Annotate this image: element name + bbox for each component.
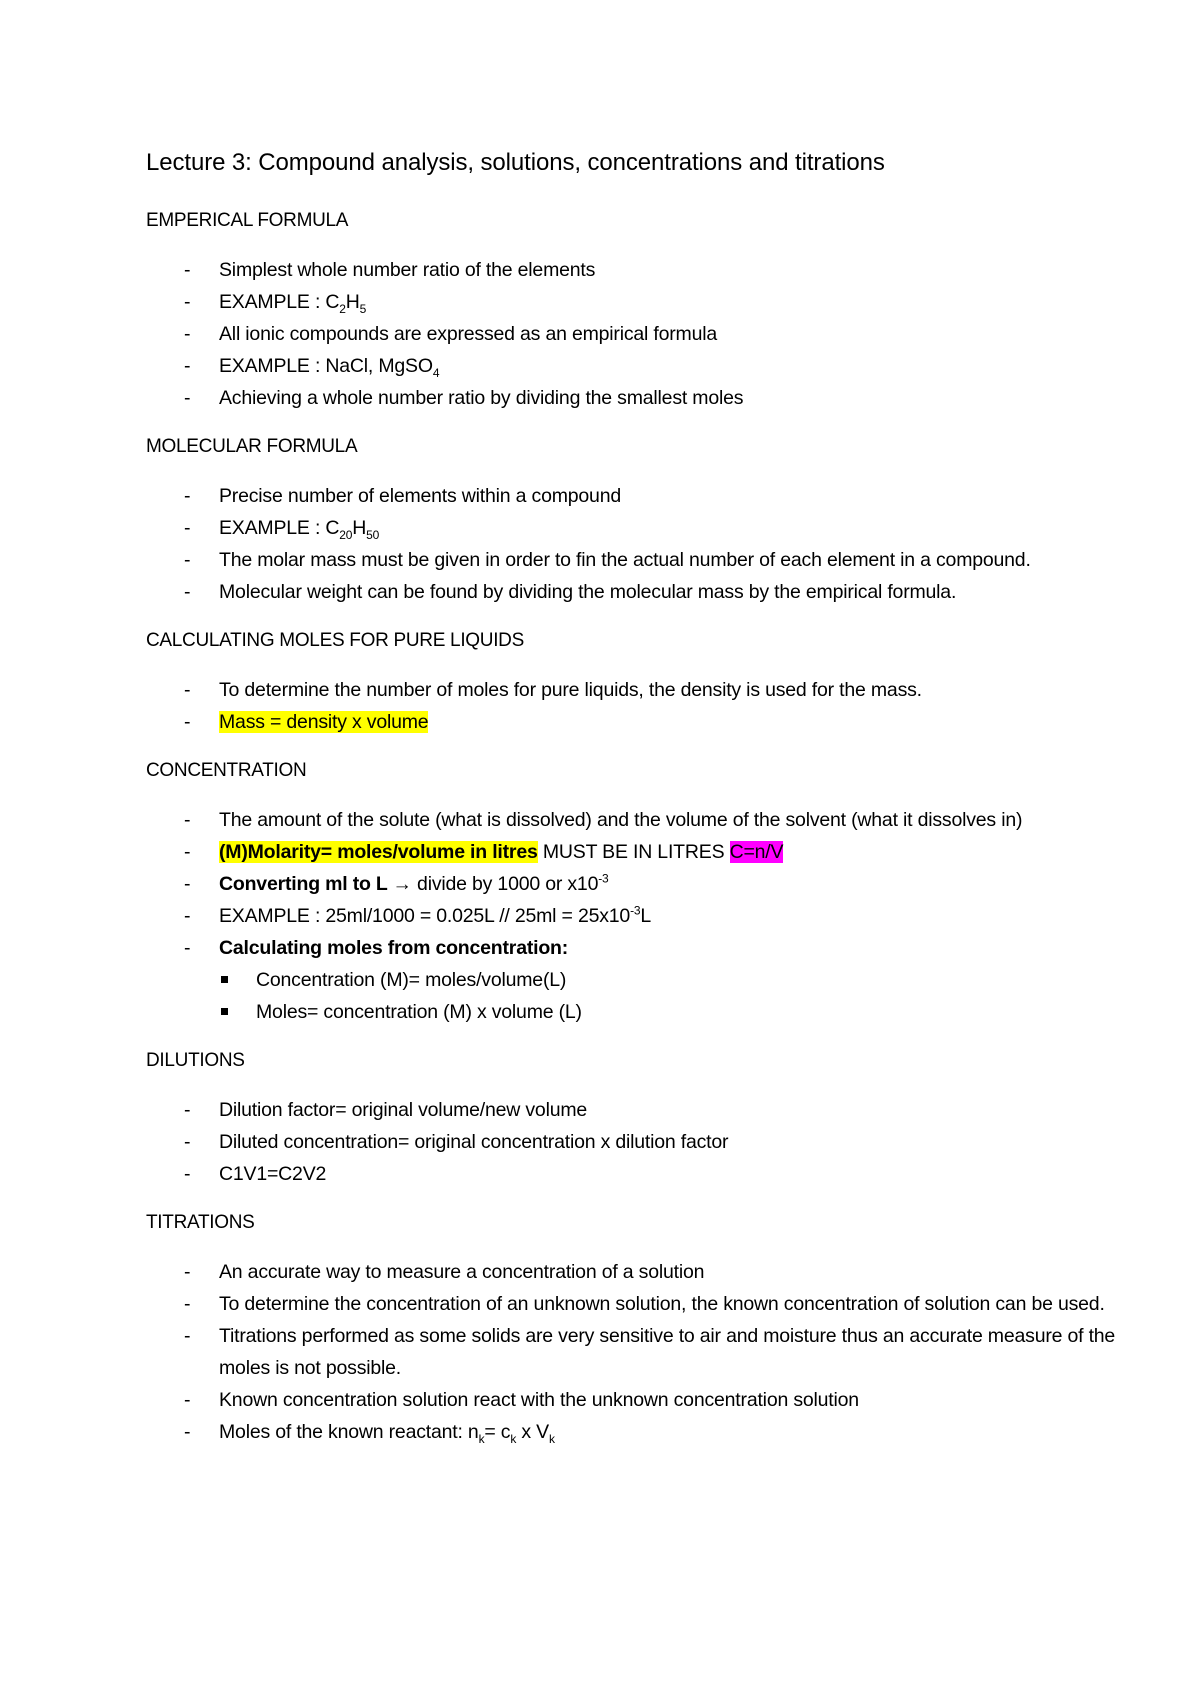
list-item: - The molar mass must be given in order to fin the actual number of each element in a compound. — [146, 544, 1120, 576]
sub-bullet-list — [146, 964, 1120, 1028]
list-item: - Calculating moles from concentration: — [146, 932, 1120, 964]
section-heading: CALCULATING MOLES FOR PURE LIQUIDS — [146, 630, 524, 651]
list-item — [146, 706, 1120, 738]
section-empirical-formula — [146, 208, 1120, 414]
dash-bullet: - — [184, 1099, 191, 1121]
dash-bullet: - — [184, 711, 191, 733]
section-heading: MOLECULAR FORMULA — [146, 436, 358, 457]
list-item: - Dilution factor= original volume/new volume — [146, 1094, 1120, 1126]
list-item: - Diluted concentration= original concentration x dilution factor — [146, 1126, 1120, 1158]
dash-bullet: - — [184, 937, 191, 959]
section-pure-liquids — [146, 628, 1120, 738]
bullet-list — [146, 804, 1120, 964]
sub-list-item: Moles= concentration (M) x volume (L) — [146, 996, 1120, 1028]
bullet-list — [146, 674, 1120, 738]
dash-bullet: - — [184, 1163, 191, 1185]
square-bullet-icon — [221, 976, 228, 983]
dash-bullet: - — [184, 259, 191, 281]
list-item: - EXAMPLE : $C_{20}H_{50}$ — [146, 512, 1120, 544]
dash-bullet: - — [184, 679, 191, 701]
list-item: - C1V1=C2V2 — [146, 1158, 1120, 1190]
dash-bullet: - — [184, 873, 191, 895]
section-heading: CONCENTRATION — [146, 760, 307, 781]
dash-bullet: - — [184, 581, 191, 603]
list-item: - Molecular weight can be found by dividing the molecular mass by the empirical formula. — [146, 576, 1120, 608]
bullet-list — [146, 1256, 1120, 1448]
dash-bullet: - — [184, 291, 191, 313]
list-item: - EXAMPLE : $25ml/1000 = 0.025L // 25ml = 25x10^{-3}L$ — [146, 900, 1120, 932]
dash-bullet: - — [184, 1421, 191, 1443]
list-item: - All ionic compounds are expressed as an empirical formula — [146, 318, 1120, 350]
dash-bullet: - — [184, 1131, 191, 1153]
list-item: - Known concentration solution react with the unknown concentration solution — [146, 1384, 1120, 1416]
molarity-definition: (M)Molarity= moles/volume in litres — [219, 841, 538, 863]
list-item: - EXAMPLE : NaCl, MgSO$_4$ — [146, 350, 1120, 382]
dash-bullet: - — [184, 905, 191, 927]
dash-bullet: - — [184, 1389, 191, 1411]
dash-bullet: - — [184, 1261, 191, 1283]
page-title: Lecture 3: Compound analysis, solutions, concentrations and titrations — [146, 149, 885, 176]
list-item: - Titrations performed as some solids are very sensitive to air and moisture thus an accurate measure of the moles is not possible. — [146, 1320, 1120, 1384]
molarity-formula: C=n/V — [729, 841, 784, 863]
section-titrations — [146, 1210, 1120, 1448]
list-item: - To determine the concentration of an unknown solution, the known concentration of solution can be used. — [146, 1288, 1120, 1320]
list-item: - EXAMPLE : $C_2H_5$ — [146, 286, 1120, 318]
bullet-list — [146, 1094, 1120, 1190]
section-molecular-formula — [146, 434, 1120, 608]
section-concentration — [146, 758, 1120, 1028]
dash-bullet: - — [184, 355, 191, 377]
dash-bullet: - — [184, 323, 191, 345]
list-item: - Precise number of elements within a compound — [146, 480, 1120, 512]
dash-bullet: - — [184, 1293, 191, 1315]
bullet-list — [146, 254, 1120, 414]
list-item: - The amount of the solute (what is dissolved) and the volume of the solvent (what it dissolves in) — [146, 804, 1120, 836]
section-heading: TITRATIONS — [146, 1212, 255, 1233]
dash-bullet: - — [184, 1325, 191, 1347]
dash-bullet: - — [184, 387, 191, 409]
dash-bullet: - — [184, 809, 191, 831]
bullet-list — [146, 480, 1120, 608]
section-heading: DILUTIONS — [146, 1050, 245, 1071]
list-item: - Achieving a whole number ratio by dividing the smallest moles — [146, 382, 1120, 414]
dash-bullet: - — [184, 841, 191, 863]
list-item: - (M)Molarity= moles/volume in litres MUST BE IN LITRES C=n/V — [146, 836, 1120, 868]
list-item: - Simplest whole number ratio of the elements — [146, 254, 1120, 286]
dash-bullet: - — [184, 517, 191, 539]
right-arrow-icon: → — [392, 873, 412, 895]
dash-bullet: - — [184, 485, 191, 507]
sub-list-item: Concentration (M)= moles/volume(L) — [146, 964, 1120, 996]
list-item: - Converting ml to L → divide by 1000 or $x10^{-3}$ — [146, 868, 1120, 900]
highlighted-formula: Mass = density x volume — [219, 711, 429, 733]
list-item: - To determine the number of moles for pure liquids, the density is used for the mass. — [146, 674, 1120, 706]
square-bullet-icon — [221, 1008, 228, 1015]
dash-bullet: - — [184, 549, 191, 571]
list-item: - Moles of the known reactant: $n_k= c_k$ x $V_k$ — [146, 1416, 1120, 1448]
section-dilutions — [146, 1048, 1120, 1190]
list-item: - An accurate way to measure a concentration of a solution — [146, 1256, 1120, 1288]
section-heading: EMPERICAL FORMULA — [146, 210, 349, 231]
